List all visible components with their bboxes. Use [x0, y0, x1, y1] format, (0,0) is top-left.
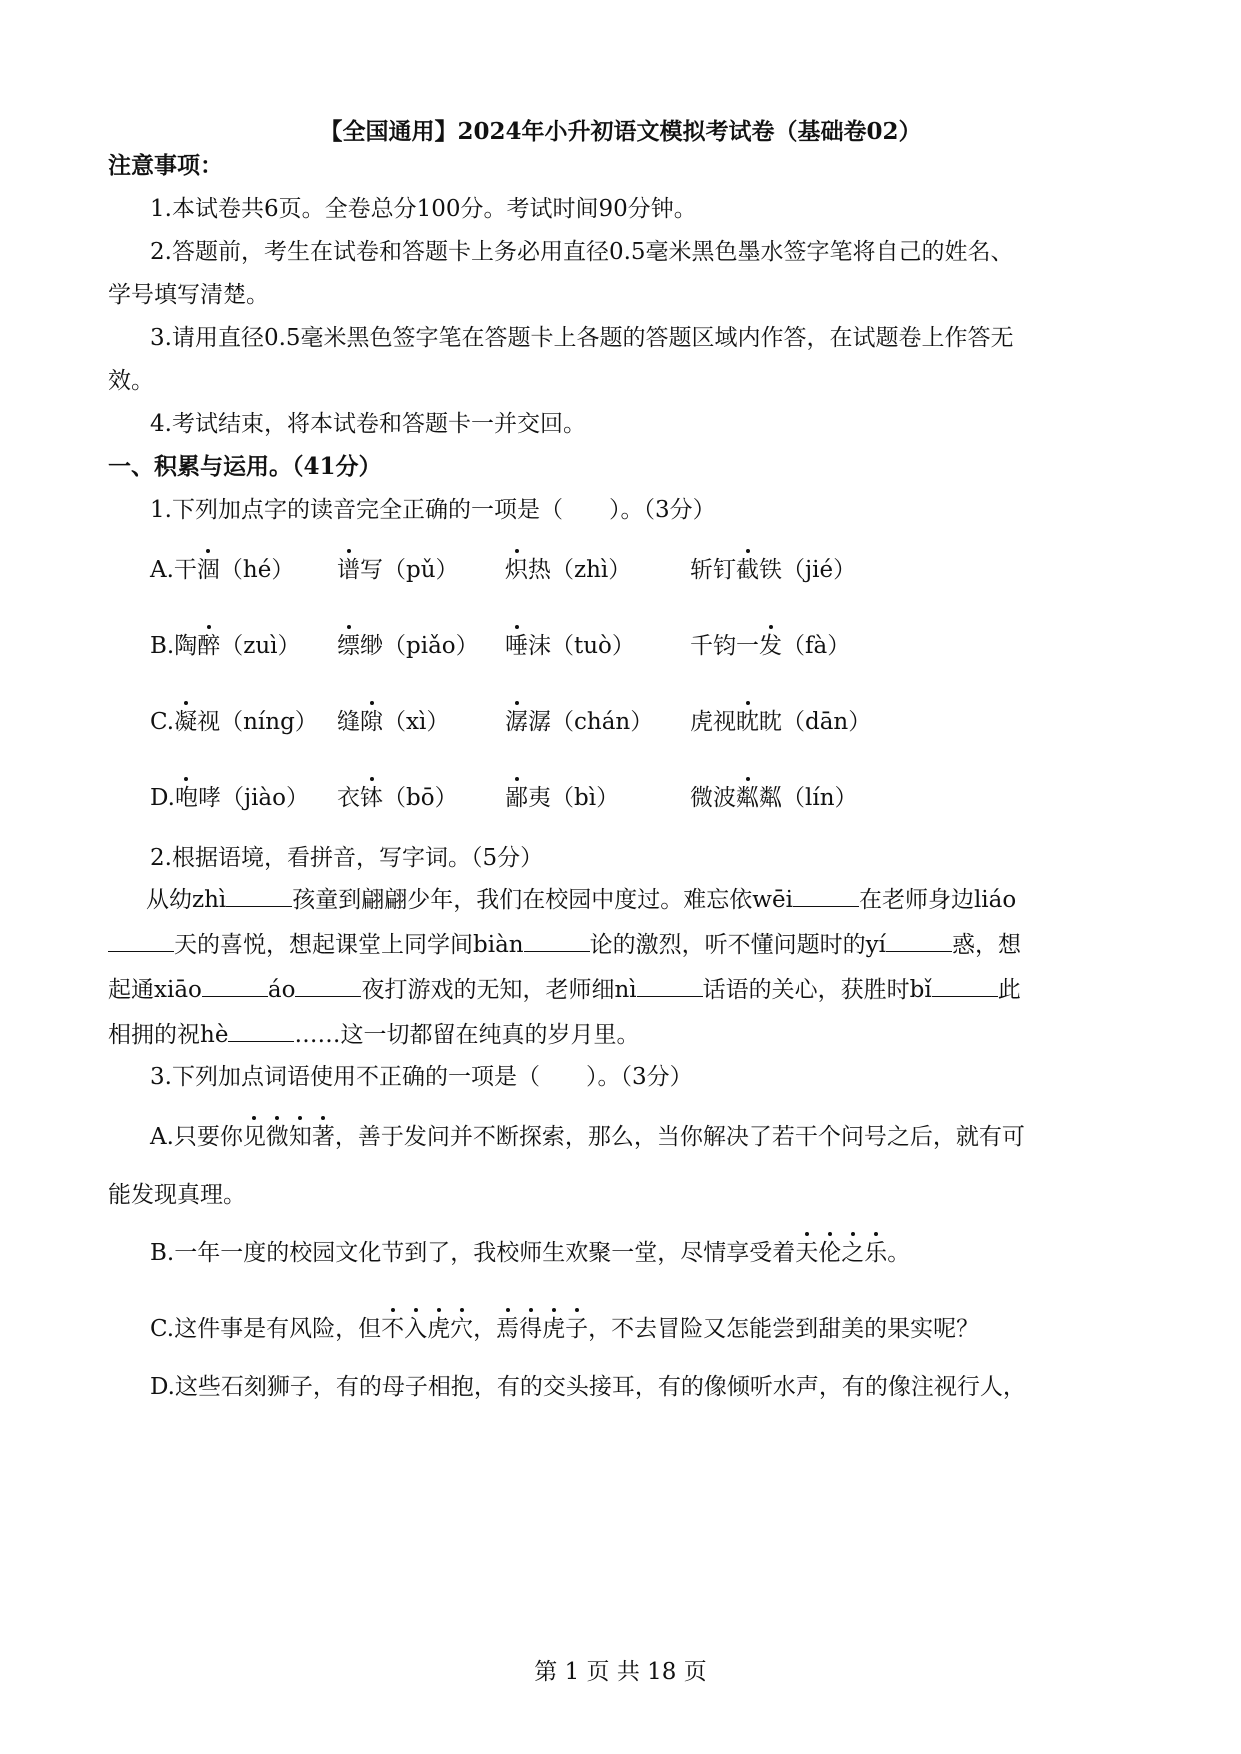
- answer-blank[interactable]: [202, 974, 268, 997]
- question-2-line-2: [108, 929, 1021, 960]
- q1-option-item: [337, 707, 449, 737]
- dotted-char: 入: [404, 1316, 428, 1342]
- q1-option-item: [505, 707, 653, 737]
- q2-text: 在老师身边liáo: [858, 887, 1017, 913]
- question-3-option-b: [150, 1238, 910, 1268]
- q3-text: ，善于发问并不断探索，那么，当你解决了若干个问号之后，就有可: [334, 1124, 1025, 1150]
- dotted-char: 谱: [337, 557, 360, 583]
- q1-option-item: [690, 631, 850, 661]
- dotted-char: 子: [565, 1316, 589, 1342]
- dotted-char: 潺: [505, 709, 528, 735]
- q2-text: 从幼zhì: [146, 887, 227, 913]
- page-footer: 第 1 页 共 18 页: [534, 1659, 707, 1685]
- q1-option-text: 缝: [337, 709, 360, 735]
- q1-option-text: （hé）: [219, 557, 295, 583]
- section-1-heading: 一、积累与运用。（41分）: [108, 453, 382, 480]
- answer-blank[interactable]: [637, 974, 703, 997]
- dotted-char: 天: [795, 1240, 819, 1266]
- notice-item-2-line1: 2.答题前，考生在试卷和答题卡上务必用直径0.5毫米黑色墨水签字笔将自己的姓名、: [150, 239, 1014, 265]
- answer-blank[interactable]: [524, 929, 590, 952]
- dotted-phrase: [381, 1316, 473, 1342]
- q3-text: 。: [887, 1240, 911, 1266]
- dotted-char: 穴: [450, 1316, 474, 1342]
- q1-option-text: （fà）: [782, 633, 851, 659]
- dotted-char: 知: [288, 1124, 312, 1150]
- q1-option-item: [690, 555, 856, 585]
- dotted-char: 发: [759, 633, 782, 659]
- q1-option-item: [150, 707, 318, 737]
- q1-option-text: 视（níng）: [197, 709, 318, 735]
- q1-option-text: 眈（dān）: [759, 709, 872, 735]
- notice-item-3-line2: 效。: [108, 368, 154, 394]
- q1-option-item: [690, 707, 871, 737]
- q1-option-text: C.: [150, 709, 175, 735]
- dotted-char: 凝: [174, 709, 198, 735]
- q2-text: 论的激烈，听不懂问题时的yí: [589, 932, 886, 958]
- dotted-char: 隙: [360, 709, 383, 735]
- answer-blank[interactable]: [886, 929, 952, 952]
- q3-text: ，不去冒险又怎能尝到甜美的果实呢？: [588, 1316, 980, 1342]
- q1-option-text: 衣: [337, 785, 360, 811]
- q3-text: A.只要你: [150, 1124, 243, 1150]
- answer-blank[interactable]: [226, 884, 292, 907]
- q1-option-text: 沫（tuò）: [528, 633, 635, 659]
- q1-option-item: [150, 783, 309, 813]
- q1-option-item: [505, 555, 631, 585]
- question-3-option-a-line2: 能发现真理。: [108, 1182, 246, 1208]
- q1-option-text: 虎视: [690, 709, 736, 735]
- dotted-char: 醉: [197, 633, 221, 659]
- dotted-phrase: [496, 1316, 588, 1342]
- question-2-stem: 2.根据语境，看拼音，写字词。（5分）: [150, 845, 544, 871]
- q1-option-text: （zuì）: [220, 633, 301, 659]
- dotted-char: 钵: [360, 785, 383, 811]
- q2-text: 夜打游戏的无知，老师细nì: [361, 977, 637, 1003]
- q1-option-text: （xì）: [383, 709, 450, 735]
- q1-option-text: 粼（lín）: [759, 785, 858, 811]
- q3-text: ，: [473, 1316, 497, 1342]
- dotted-char: 伦: [818, 1240, 842, 1266]
- question-3-option-d: D.这些石刻狮子，有的母子相抱，有的交头接耳，有的像倾听水声，有的像注视行人，: [150, 1374, 1026, 1400]
- q1-option-text: A.干: [150, 557, 197, 583]
- dotted-char: 虎: [542, 1316, 566, 1342]
- page-title: 【全国通用】2024年小升初语文模拟考试卷（基础卷02）: [319, 118, 922, 145]
- dotted-char: 见: [242, 1124, 266, 1150]
- answer-blank[interactable]: [228, 1019, 294, 1042]
- q2-text: 此: [997, 977, 1021, 1003]
- q1-option-text: 铁（jié）: [759, 557, 857, 583]
- q1-option-text: （bō）: [383, 785, 458, 811]
- q1-option-text: 微波: [690, 785, 736, 811]
- question-2-line-1: [146, 884, 1016, 915]
- q2-text: 惑，想: [951, 932, 1021, 958]
- q3-text: B.一年一度的校园文化节到了，我校师生欢聚一堂，尽情享受着: [150, 1240, 796, 1266]
- q1-option-text: 千钧一: [690, 633, 759, 659]
- q1-option-item: [150, 555, 294, 585]
- dotted-char: 得: [519, 1316, 543, 1342]
- dotted-char: 涸: [196, 557, 220, 583]
- question-2-line-4: [108, 1019, 639, 1050]
- q1-option-item: [337, 783, 458, 813]
- q2-text: 孩童到翩翩少年，我们在校园中度过。难忘依wēi: [292, 887, 793, 913]
- question-3-option-a-line1: [150, 1122, 1025, 1152]
- dotted-char: 乐: [864, 1240, 888, 1266]
- dotted-char: 缥: [337, 633, 360, 659]
- answer-blank[interactable]: [295, 974, 361, 997]
- q2-text: 话语的关心，获胜时bǐ: [702, 977, 932, 1003]
- dotted-char: 之: [841, 1240, 865, 1266]
- dotted-char: 粼: [736, 785, 759, 811]
- notice-item-2-line2: 学号填写清楚。: [108, 282, 269, 308]
- q1-option-text: D.: [150, 785, 175, 811]
- q1-option-text: 缈（piǎo）: [360, 633, 479, 659]
- question-3-option-c: [150, 1314, 979, 1344]
- question-1-stem: 1.下列加点字的读音完全正确的一项是（ ）。（3分）: [150, 497, 716, 523]
- q2-text: 天的喜悦，想起课堂上同学间biàn: [174, 932, 524, 958]
- q1-option-item: [690, 783, 858, 813]
- dotted-char: 截: [736, 557, 759, 583]
- q1-option-item: [505, 783, 619, 813]
- dotted-char: 咆: [174, 785, 198, 811]
- q1-option-item: [150, 631, 301, 661]
- q1-option-text: 哮（jiào）: [197, 785, 309, 811]
- dotted-char: 鄙: [505, 785, 528, 811]
- q1-option-text: 夷（bì）: [528, 785, 620, 811]
- question-3-stem: 3.下列加点词语使用不正确的一项是（ ）。（3分）: [150, 1064, 693, 1090]
- notice-item-4: 4.考试结束，将本试卷和答题卡一并交回。: [150, 411, 586, 437]
- dotted-char: 炽: [505, 557, 528, 583]
- dotted-phrase: [795, 1240, 887, 1266]
- dotted-char: 虎: [427, 1316, 451, 1342]
- q1-option-item: [337, 555, 459, 585]
- answer-blank[interactable]: [793, 884, 859, 907]
- q2-text: 起通xiāo: [108, 977, 202, 1003]
- q2-text: ……这一切都留在纯真的岁月里。: [294, 1022, 640, 1048]
- dotted-char: 焉: [496, 1316, 520, 1342]
- dotted-char: 著: [311, 1124, 335, 1150]
- question-2-line-3: [108, 974, 1021, 1005]
- q3-text: C.这件事是有风险，但: [150, 1316, 382, 1342]
- q2-text: 相拥的祝hè: [108, 1022, 229, 1048]
- q1-option-text: 斩钉: [690, 557, 736, 583]
- q1-option-text: 写（pǔ）: [360, 557, 459, 583]
- q1-option-item: [505, 631, 635, 661]
- notice-item-3-line1: 3.请用直径0.5毫米黑色签字笔在答题卡上各题的答题区域内作答，在试题卷上作答无: [150, 325, 1014, 351]
- answer-blank[interactable]: [108, 929, 174, 952]
- notice-heading: 注意事项：: [108, 152, 223, 179]
- dotted-char: 不: [381, 1316, 405, 1342]
- dotted-char: 眈: [736, 709, 759, 735]
- q2-text: áo: [267, 977, 296, 1003]
- q1-option-text: B.陶: [150, 633, 198, 659]
- dotted-char: 唾: [505, 633, 528, 659]
- answer-blank[interactable]: [932, 974, 998, 997]
- q1-option-text: 热（zhì）: [528, 557, 632, 583]
- q1-option-text: 潺（chán）: [528, 709, 654, 735]
- dotted-char: 微: [265, 1124, 289, 1150]
- notice-item-1: 1.本试卷共6页。全卷总分100分。考试时间90分钟。: [150, 196, 697, 222]
- q1-option-item: [337, 631, 479, 661]
- dotted-phrase: [243, 1124, 335, 1150]
